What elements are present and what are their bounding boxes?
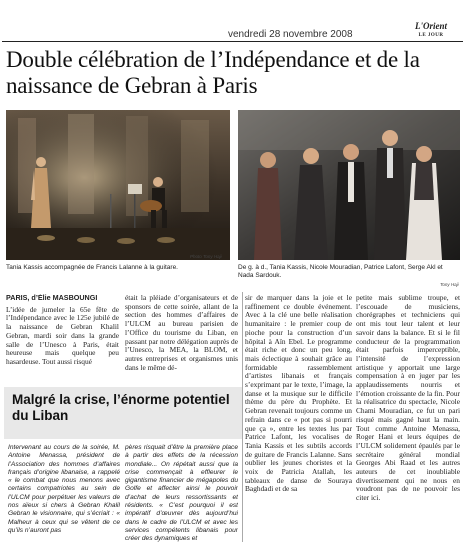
header-rule xyxy=(2,41,463,42)
headline: Double célébration de l’Indépendance et de la naissance de Gebran à Paris xyxy=(6,47,420,98)
article-column-2 xyxy=(125,294,238,386)
article-text-3: sir de marquer dans la joie et le raffinement ce double événement. Avec à la clé une belle réalisation humanitaire : le premier coup de pioche pour la construction d’un hôpital à Aïn Ebel. Le programme était riche et donc un peu long, mais éclectique à souhait grâce au formidable rassemblement d’artistes libanais et français s’exprimant par le texte, l’image, la danse et la musique sur le difficile thème du père du Prophète. Et Gebran revenait toujours comme un refrain dans ce « pot pas si pourri que ça », entre les textes lus par Patrice Lafont, les vocalises de Tania Kassis et les subtils accords de guitare de Francis Lalanne. Sans oublier les jeunes choristes et la voix de Patricia Atallah, les tableaux de danse de Souraya Baghdadi et de sa xyxy=(245,294,352,494)
photo-group-credit: Tony Haji xyxy=(440,282,459,287)
sidebar-text-2: pères risquait d’être la première place à partir des effets de la récession mondiale... On répétait aussi que la crise commençait à effleurer le gigantisme financier de mégapoles du Golfe et affecter ainsi le pouvoir d’achat de leurs ressortissants et résidents. « C’est pourquoi il est impératif d’œuvrer dès aujourd’hui dans le cadre de l’ULCM et avec les services compétents libanais pour créer des dynamiques et xyxy=(125,444,238,543)
photo-group-caption: De g. à d., Tania Kassis, Nicole Mouradian, Patrice Lafont, Serge Akl et Nada Sardouk. xyxy=(238,264,443,279)
article-column-3 xyxy=(245,294,352,544)
byline: PARIS, d’Élie MASBOUNGI xyxy=(6,294,98,302)
article-column-4 xyxy=(356,294,460,544)
newspaper-name: L'Orient xyxy=(414,21,447,31)
sidebar-text-1: Intervenant au cours de la soirée, M. Antoine Menassa, président de l’Association des hommes d’affaires français d’origine libanaise, a rappelé « le combat que nous menons avec certains compatriotes au sein de l’ULCM pour perpétuer les valeurs de nos aïeux si chers à Gebran Khalil Gebran le visionnaire, qui s’écriait : « Malheur à ceux qui se vêtent de ce qu’ils n’auront pas xyxy=(8,444,120,534)
newspaper-logo xyxy=(404,22,458,40)
page-header xyxy=(0,0,465,42)
photo-concert xyxy=(6,110,230,260)
photo-concert-credit: Photo Tony Haji xyxy=(190,254,222,259)
article-column-1 xyxy=(6,294,119,384)
issue-date: vendredi 28 novembre 2008 xyxy=(228,29,353,40)
article-text-1: L’idée de jumeler la 65e fête de l’Indépendance avec le 125e jubilé de la naissance de Gebran Khalil Gebran, mardi soir dans la grande salle de l’Unesco à Paris, était heureuse mais quelque peu hasardeuse. Tout aussi risqué xyxy=(6,304,119,366)
photo-concert-caption: Tania Kassis accompagnée de Francis Lalanne à la guitare. xyxy=(6,264,178,271)
sidebar-column-1 xyxy=(8,444,120,544)
article-text-2: était la pléiade d’organisateurs et de sponsors de cette soirée, allant de la section des hommes d’affaires de l’ULCM au bureau parisien de l’Office du tourisme du Liban, en passant par notre délégation auprès de l’Unesco, la MEA, la BLOM, et autres entreprises et organismes unis dans le même dé- xyxy=(125,294,238,372)
sidebar-column-2 xyxy=(125,444,238,544)
column-divider xyxy=(242,292,243,542)
newspaper-name-sub: LE JOUR xyxy=(418,33,444,38)
article-text-4: petite mais sublime troupe, et l’escouade de musiciens, chorégraphes et techniciens qui ont mis tout leur talent et leur savoir dans la balance. Et si le fil conducteur de la programmation était parfois imperceptible, l’intensité de l’expression artistique y apportait une large compensation à en juger par les applaudissements nourris et l’émotion croissante de la fin. Pour la réalisatrice du spectacle, Nicole Chami Mouradian, ce fut un pari risqué mais gagné haut la main. Tout comme Antoine Menassa, Roger Hani et leurs équipes de l’ULCM solidement épaulés par le secrétaire général mondial Georges Abi Raad et les autres auteurs de cet inoubliable divertissement qui ne nous en voudront pas de ne pouvoir les citer ici. xyxy=(356,294,460,503)
photo-group xyxy=(238,110,460,260)
sidebar-title: Malgré la crise, l’énorme potentiel du Liban xyxy=(12,392,230,423)
